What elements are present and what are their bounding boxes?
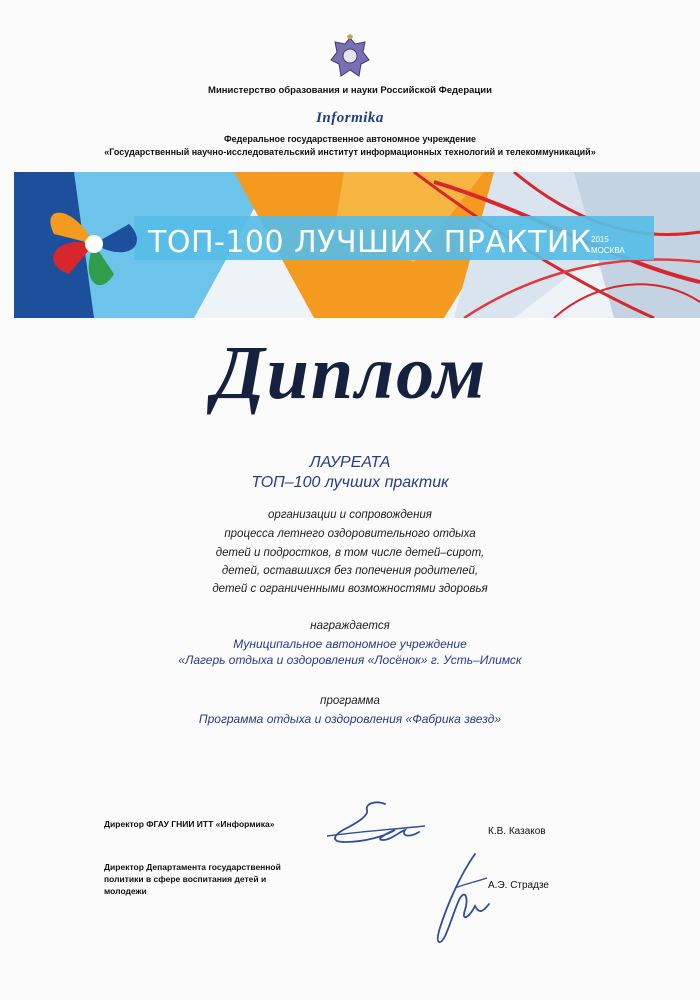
banner-city: МОСКВА [591,246,625,255]
description-line: процесса летнего оздоровительного отдыха [224,528,476,540]
signatory-name: А.Э. Страдзе [488,880,549,891]
program-label: программа [320,695,380,707]
institution-type: Федеральное государственное автономное учреждение [223,134,477,144]
signatory-title: Директор Департамента государственной политики в сфере воспитания детей и молодежи [104,862,281,896]
emblem-icon [325,34,375,80]
description-line: детей и подростков, в том числе детей–сирот, [215,547,485,559]
banner-year-city [591,234,625,256]
institution-name: «Государственный научно-исследовательский институт информационных технологий и телекоммуникаций» [104,147,596,157]
organization-name: «Лагерь отдыха и оздоровления «Лосёнок» г. Усть–Илимск [178,653,522,667]
description-line: детей с ограниченными возможностями здоровья [212,583,488,595]
diploma-heading: Диплом [212,331,488,415]
banner-title: ТОП-100 ЛУЧШИХ ПРАКТИК [148,225,592,260]
description-line: организации и сопровождения [268,509,432,521]
signature-drawing [325,796,435,856]
diploma-subtitle: ТОП–100 лучших практик [251,474,449,491]
organization-type: Муниципальное автономное учреждение [233,637,467,651]
description-line: детей, оставшихся без попечения родителей, [221,565,479,577]
signatory-title: Директор ФГАУ ГНИИ ИТТ «Информика» [104,819,275,829]
awarded-label: награждается [310,620,390,632]
program-name: Программа отдыха и оздоровления «Фабрика звезд» [198,712,502,726]
informika-logo: Informika [316,110,384,126]
signature-drawing [425,848,505,948]
signatory-name: К.В. Казаков [488,826,546,837]
laureate-label: ЛАУРЕАТА [309,454,391,471]
ministry-name: Министерство образования и науки Российской Федерации [208,85,492,96]
banner-year: 2015 [591,235,609,244]
